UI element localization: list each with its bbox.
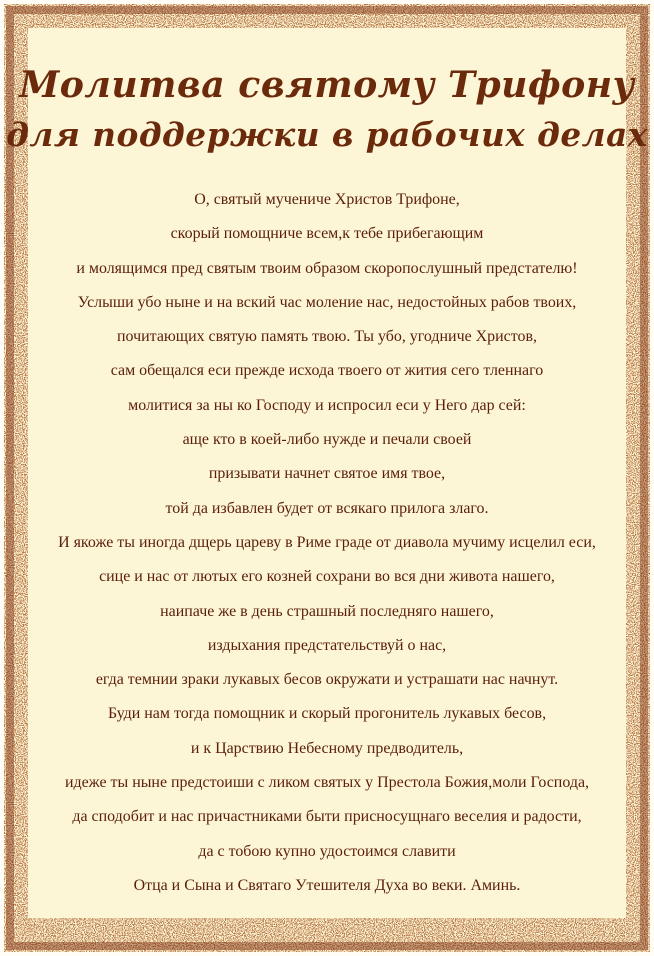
prayer-line: и молящимся пред святым твоим образом скоропослушный предстателю!: [76, 259, 578, 277]
title-line-2: для поддержки в рабочих делах: [6, 115, 648, 154]
prayer-line: егда темнии зраки лукавых бесов окружати и устрашати нас начнут.: [95, 671, 559, 689]
prayer-line: Услыши убо ныне и на вский час моление нас, недостойных рабов твоих,: [77, 293, 577, 311]
prayer-line: да с тобою купно удостоимся славити: [198, 842, 456, 860]
title-line-1: Молитва святому Трифону: [19, 63, 635, 106]
prayer-line: молитися за ны ко Господу и испросил еси у Него дар сей:: [128, 396, 526, 414]
prayer-line: Буди нам тогда помощник и скорый прогонитель лукавых бесов,: [107, 705, 547, 723]
prayer-line: скорый помощниче всем,к тебе прибегающим: [170, 225, 484, 243]
page-title: [0, 60, 654, 160]
prayer-line: почитающих святую память твою. Ты убо, угодниче Христов,: [117, 328, 537, 346]
prayer-line: и к Царствию Небесному предводитель,: [190, 739, 464, 757]
prayer-line: аще кто в коей-либо нужде и печали своей: [182, 431, 472, 449]
prayer-line: той да избавлен будет от всякаго прилога злаго.: [165, 499, 489, 517]
prayer-line: призывати начнет святое имя твое,: [208, 465, 446, 483]
prayer-text: [0, 183, 654, 903]
prayer-line: издыхания предстательствуй о нас,: [207, 636, 447, 654]
prayer-line: И якоже ты иногда дщерь цареву в Риме граде от диавола мучиму исцелил еси,: [58, 533, 596, 551]
prayer-line: Отца и Сына и Святаго Утешителя Духа во веки. Аминь.: [133, 876, 521, 894]
prayer-line: сам обещался еси прежде исхода твоего от жития сего тленнаго: [110, 362, 544, 380]
prayer-line: да сподобит и нас причастниками быти присносущнаго веселия и радости,: [72, 808, 582, 826]
prayer-line: идеже ты ныне предстоиши с ликом святых у Престола Божия,моли Господа,: [64, 774, 590, 792]
prayer-line: О, святый мучениче Христов Трифоне,: [194, 191, 460, 208]
prayer-line: наипаче же в день страшный последняго нашего,: [160, 602, 494, 620]
prayer-line: сице и нас от лютых его козней сохрани во вся дни живота нашего,: [99, 568, 555, 586]
